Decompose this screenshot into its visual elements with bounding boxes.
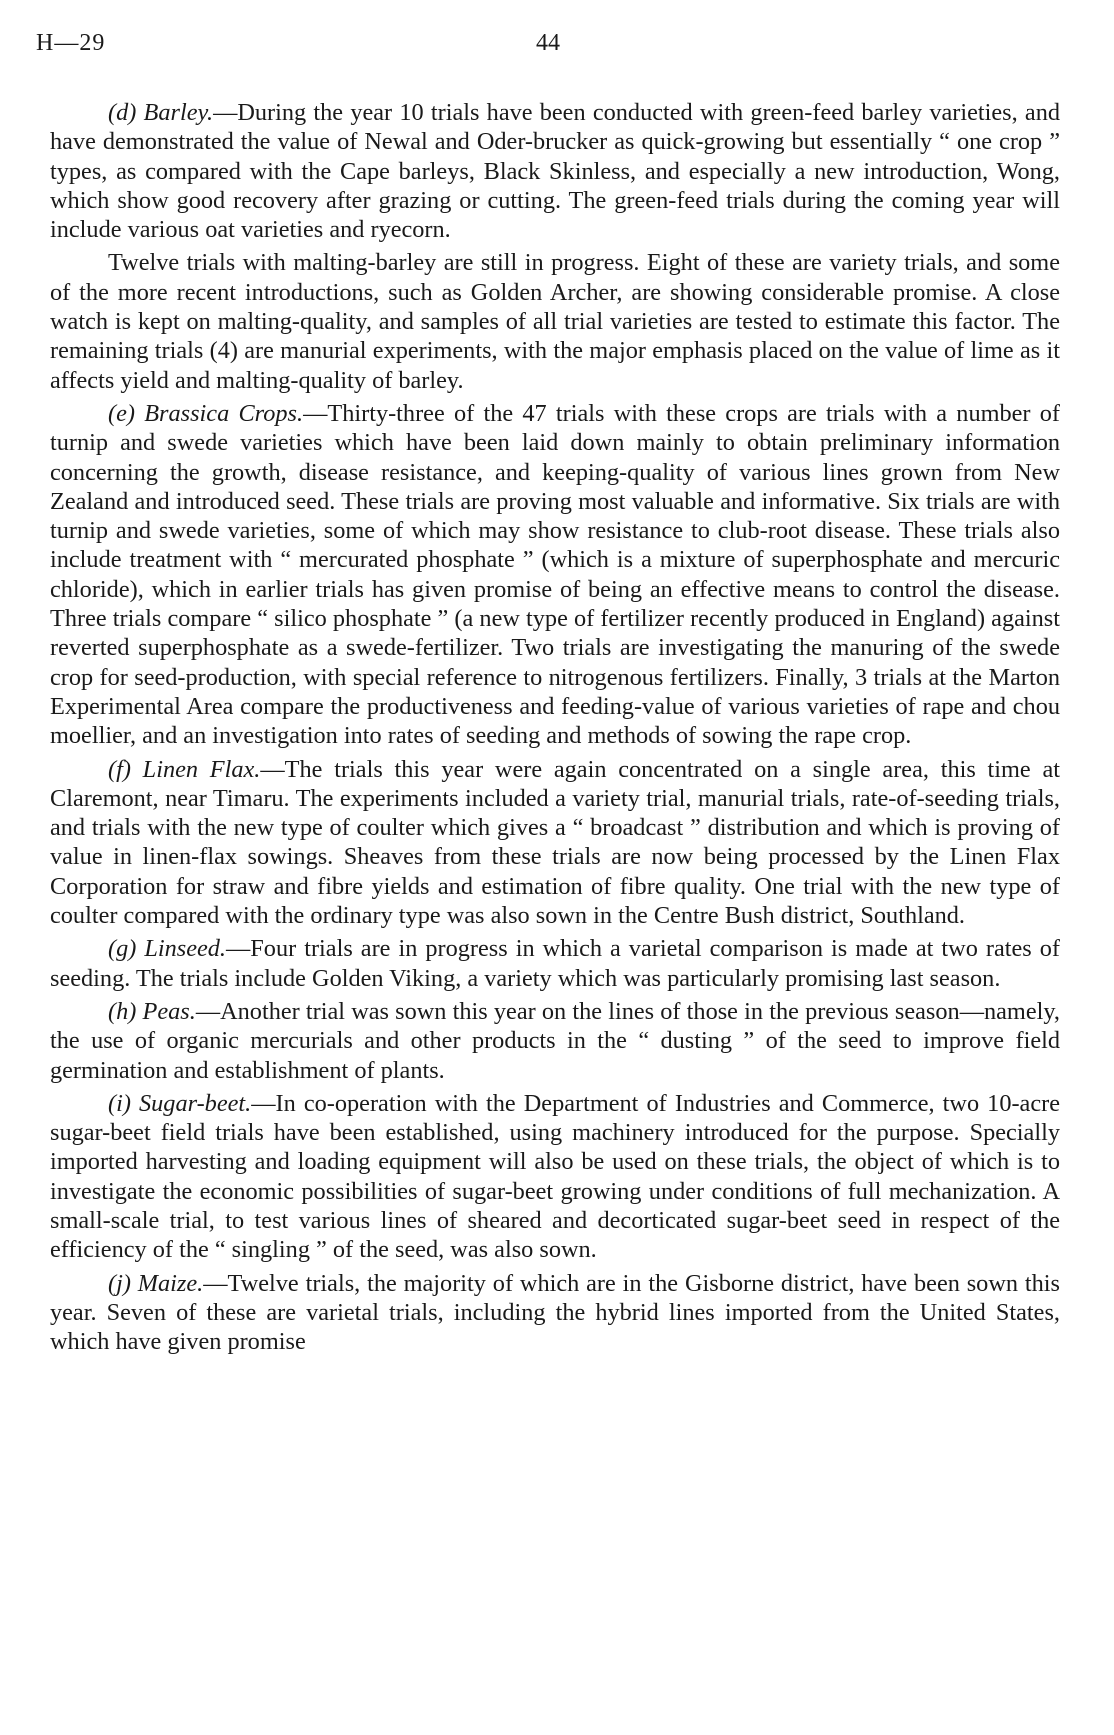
paragraph-text: —Four trials are in progress in which a varietal comparison is made at two rates of seeding. The trials include Golden Viking, a variety which was particularly promising last season.	[50, 935, 1060, 992]
paragraph-brassica-crops	[50, 399, 1060, 751]
section-label-barley: (d) Barley.	[108, 99, 214, 126]
section-label-sugar-beet: (i) Sugar-beet.	[108, 1089, 252, 1117]
paragraph-barley	[50, 98, 1060, 244]
paragraph-linseed	[50, 934, 1060, 993]
paragraph-sugar-beet	[50, 1089, 1060, 1265]
paragraph-text: —In co-operation with the Department of Industries and Commerce, two 10-acre sugar-beet field trials have been established, using machinery introduced for the purpose. Specially imported harvesting and loading equipment will also be used on these trials, the object of which is to investigate the economic possibilities of sugar-beet growing under conditions of full mechanization. A small-scale trial, to test various lines of sheared and decorticated sugar-beet seed in respect of the efficiency of the “ singling ” of the seed, was also sown.	[50, 1089, 1061, 1264]
section-label-linseed: (g) Linseed.	[108, 935, 226, 963]
paragraph-text: —Thirty-three of the 47 trials with these crops are trials with a number of turnip and swede varieties which have been laid down mainly to obtain preliminary information concerning the growth, disease resistance, and keeping-quality of various lines grown from New Zealand and introduced seed. These trials are proving most valuable and informative. Six trials are with turnip and swede varieties, some of which may show resistance to club-root disease. These trials also include treatment with “ mercurated phosphate ” (which is a mixture of superphosphate and mercuric chloride), which in earlier trials has given promise of being an effective means to control the disease. Three trials compare “ silico phosphate ” (a new type of fertilizer recently produced in England) against reverted superphosphate as a swede-fertilizer. Two trials are investigating the manuring of the swede crop for seed-production, with special reference to nitrogenous fertilizers. Finally, 3 trials at the Marton Experimental Area compare the productiveness and feeding-value of various varieties of rape and chou moellier, and an investigation into rates of seeding and methods of sowing the rape crop.	[50, 399, 1060, 750]
section-label-peas: (h) Peas.	[108, 997, 196, 1025]
paragraph-linen-flax	[50, 755, 1060, 931]
section-label-maize: (j) Maize.	[108, 1269, 204, 1297]
paragraph-peas	[50, 997, 1060, 1085]
paragraph-maize	[50, 1269, 1060, 1357]
paragraph-text: —The trials this year were again concentrated on a single area, this time at Claremont, near Timaru. The experiments included a variety trial, manurial trials, rate-of-seeding trials, and trials with the new type of coulter which gives a “ broadcast ” distribution and which is proving of value in linen-flax sowings. Sheaves from these trials are now being processed by the Linen Flax Corporation for straw and fibre yields and estimation of fibre quality. One trial with the new type of coulter compared with the ordinary type was also sown in the Centre Bush district, Southland.	[50, 755, 1060, 930]
body-text	[50, 98, 1060, 1360]
page-header	[36, 30, 1078, 70]
page-number: 44	[536, 30, 560, 56]
section-label-brassica: (e) Brassica Crops.	[108, 399, 304, 427]
paragraph-text: —Another trial was sown this year on the lines of those in the previous season—namely, the use of organic mercurials and other products in the “ dusting ” of the seed to improve field germination and establishment of plants.	[50, 997, 1060, 1084]
paragraph-text: Twelve trials with malting-barley are still in progress. Eight of these are variety trials, and some of the more recent introductions, such as Golden Archer, are showing considerable promise. A close watch is kept on malting-quality, and samples of all trial varieties are tested to estimate this factor. The remaining trials (4) are manurial experiments, with the major emphasis placed on the value of lime as it affects yield and malting-quality of barley.	[50, 249, 1060, 394]
report-reference: H—29	[36, 30, 106, 56]
paragraph-text: —Twelve trials, the majority of which are in the Gisborne district, have been sown this year. Seven of these are varietal trials, including the hybrid lines imported from the United States, which have given promise	[50, 1269, 1060, 1356]
section-label-linen-flax: (f) Linen Flax.	[108, 755, 261, 783]
paragraph-text: —During the year 10 trials have been conducted with green-feed barley varieties, and have demonstrated the value of Newal and Oder-brucker as quick-growing but essentially “ one crop ” types, as compared with the Cape barleys, Black Skinless, and especially a new introduction, Wong, which show good recovery after grazing or cutting. The green-feed trials during the coming year will include various oat varieties and ryecorn.	[50, 99, 1060, 244]
paragraph-malting-barley	[50, 248, 1060, 394]
